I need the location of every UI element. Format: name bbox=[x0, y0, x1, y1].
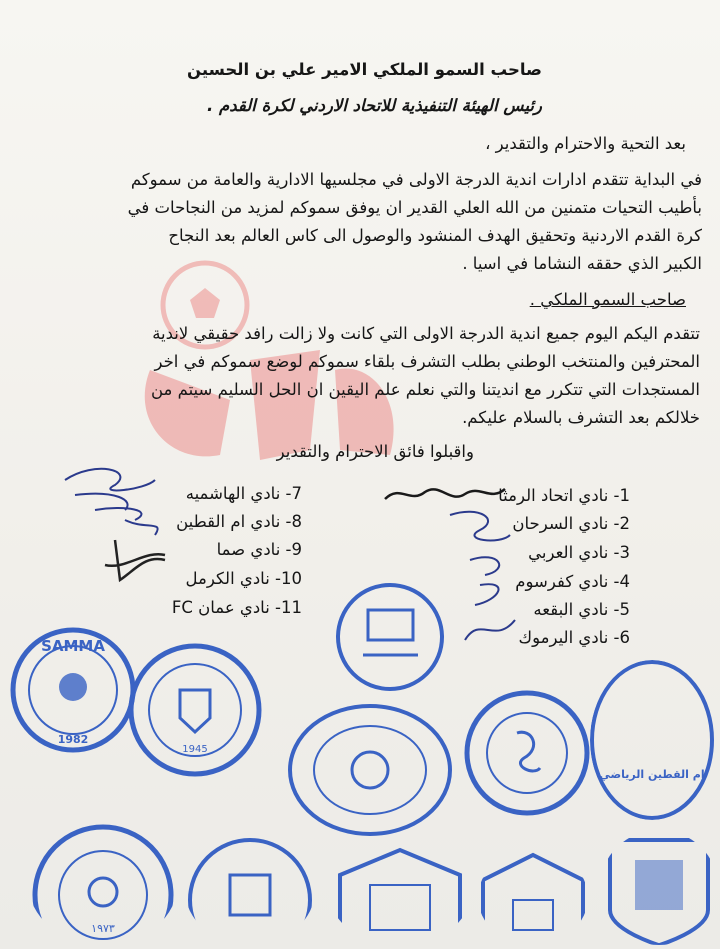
club-item: 7- نادي الهاشميه bbox=[185, 484, 302, 503]
second-address: صاحب السمو الملكي . bbox=[529, 290, 686, 309]
umm-alqatayn-club-stamp bbox=[590, 660, 715, 820]
arabi-year-text: 1945 bbox=[182, 744, 208, 755]
para1-line4: الكبير الذي حققه النشاما في اسيا . bbox=[462, 254, 702, 273]
arabi-club-stamp bbox=[125, 640, 265, 780]
club-item: 5- نادي البقعه bbox=[533, 600, 630, 619]
para1-line1: في البداية تتقدم ادارات اندية الدرجة الاولى في مجلسيها الادارية والعامة من سموكم bbox=[130, 170, 702, 189]
sarhan-club-stamp bbox=[462, 688, 592, 818]
addressee-title: رئيس الهيئة التنفيذية للاتحاد الاردني لكرة القدم . bbox=[207, 96, 542, 115]
samma-club-stamp bbox=[8, 625, 138, 755]
karmel-club-stamp bbox=[333, 580, 448, 695]
kafarsoum-year-text: ١٩٧٣ bbox=[91, 922, 115, 935]
yarmouk-club-stamp bbox=[330, 845, 470, 945]
para1-line3: كرة القدم الاردنية وتحقيق الهدف المنشود والوصول الى كاس العالم بعد النجاح bbox=[168, 226, 702, 245]
club-item: 2- نادي السرحان bbox=[512, 514, 630, 533]
samma-name-text: SAMMA bbox=[41, 637, 105, 655]
qatayn-name-text: ام القطين الرياضي bbox=[599, 768, 705, 781]
signature-scribble bbox=[55, 460, 175, 590]
addressee-name: صاحب السمو الملكي الامير علي بن الحسين bbox=[187, 60, 542, 79]
baqaa-club-stamp bbox=[185, 835, 315, 945]
amman-fc-stamp bbox=[600, 830, 718, 945]
club-item: 1- نادي اتحاد الرمثا bbox=[498, 486, 630, 505]
para2-line3: المستجدات التي تتكرر مع انديتنا والتي نعلم علم اليقين ان الحل السليم سيتم من bbox=[150, 380, 700, 399]
closing: واقبلوا فائق الاحترام والتقدير bbox=[276, 442, 474, 461]
hashemiya-club-stamp bbox=[478, 850, 588, 945]
para2-line2: المحترفين والمنتخب الوطني بطلب التشرف بلقاء سموكم لوضع سموكم في اخر bbox=[154, 352, 700, 371]
ramtha-club-stamp bbox=[285, 700, 455, 840]
club-item: 3- نادي العربي bbox=[528, 543, 630, 562]
club-item: 6- نادي اليرموك bbox=[518, 628, 630, 647]
signature-scribble bbox=[460, 610, 520, 650]
greeting: بعد التحية والاحترام والتقدير ، bbox=[485, 134, 686, 153]
club-item: 9- نادي صما bbox=[216, 540, 302, 559]
para1-line2: بأطيب التحيات متمنين من الله العلي القدير ان يوفق سموكم لمزيد من النجاحات في bbox=[127, 198, 702, 217]
para2-line1: تتقدم اليكم اليوم جميع اندية الدرجة الاولى التي كانت ولا زالت رافد حقيقي لاندية bbox=[152, 324, 700, 343]
para2-line4: خلالكم بعد التشرف بالسلام عليكم. bbox=[462, 408, 700, 427]
samma-year-text: 1982 bbox=[57, 733, 89, 746]
club-item: 10- نادي الكرمل bbox=[185, 569, 302, 588]
club-item: 4- نادي كفرسوم bbox=[515, 572, 630, 591]
club-item: 11- نادي عمان FC bbox=[171, 598, 302, 617]
kafarsoum-club-stamp bbox=[28, 820, 178, 945]
club-item: 8- نادي ام القطين bbox=[176, 512, 302, 531]
